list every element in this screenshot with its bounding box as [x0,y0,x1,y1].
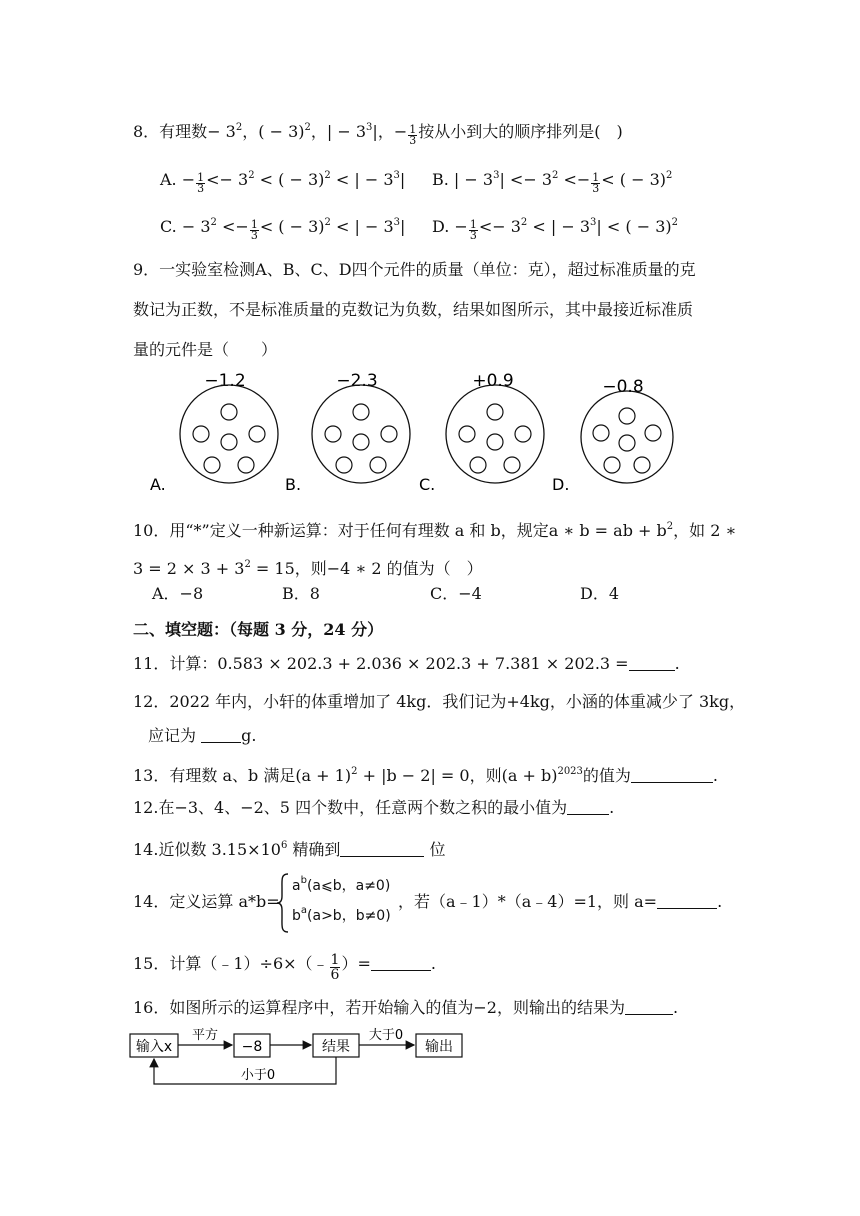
flow-box-output [416,1034,462,1057]
q12a-text: 应记为 [148,726,197,745]
q8-option-a[interactable]: A. − $\frac{1}{3}$ <− $3^2$ < ( − 3)$^2$ < | − $3^3|$ [160,170,406,195]
q11-text: 11．计算：0.583 × 202.3 + 2.036 × 202.3 + 7.381 × 202.3 = [133,654,629,673]
q10-sup: 2 [244,559,251,570]
flow-box-output-label: 输出 [425,1039,453,1055]
option-label: D. [432,217,450,236]
q10-line2 [133,555,483,579]
q8-n4-sign: − [393,122,408,141]
option-label: B. [432,170,449,189]
q11 [133,654,680,674]
q10-option-d[interactable]: D．4 [580,584,620,603]
q14a-end: 位 [429,840,446,859]
q15 [133,953,436,982]
q9-line1: 9．一实验室检测A、B、C、D四个元件的质量（单位：克），超过标准质量的克 [133,260,696,279]
q11-end: . [674,654,680,673]
hole [249,426,265,442]
hole [325,426,341,442]
case-cond: (a⩽b，a≠0) [306,878,391,894]
q10-line1 [133,517,736,541]
case-cond: (a>b，b≠0) [307,908,391,924]
hole [204,457,220,473]
q12b-text: 12.在−3、4、−2、5 四个数中，任意两个数之积的最小值为 [133,798,568,817]
q10-tail: ，如 2 ∗ [673,521,737,540]
q10-text: 3 = 2 × 3 + 3 [133,559,245,578]
flow-box-result [313,1034,359,1057]
q14a-sup: 6 [280,840,288,851]
frac-den: 3 [197,182,205,195]
q8-n1: − 3 [207,122,236,141]
hole [459,426,475,442]
answer-blank[interactable] [629,654,675,671]
hole [381,426,397,442]
q14b-prefix: 14．定义运算 a*b= [133,892,280,911]
q10-option-a[interactable]: A．−8 [152,584,204,603]
hole [487,434,503,450]
q12b-end: . [609,798,615,817]
fraction [330,953,341,982]
flow-box-input-label: 输入x [135,1039,173,1055]
hole [593,425,609,441]
hole [619,435,635,451]
hole [336,457,352,473]
component-a[interactable] [180,371,278,483]
q13-text: + |b − 2| = 0，则(a + b) [357,766,558,785]
q8-exp: 2 [235,122,243,133]
q13-end: . [712,766,719,785]
component-value: −2.3 [336,371,378,391]
hole [193,426,209,442]
fraction: $\frac{1}{3}$ [592,171,600,195]
component-b[interactable] [312,371,410,483]
q8-sep: ， [310,122,327,141]
q16-text: 16．如图所示的运算程序中，若开始输入的值为−2，则输出的结果为 [133,998,625,1017]
answer-blank[interactable] [625,998,673,1015]
q9-components-figure [0,368,860,498]
q16-stem [133,998,678,1018]
q8-exp: 2 [304,122,311,133]
hole [238,457,254,473]
case-exp: b [300,875,307,886]
hole [634,457,650,473]
q8-option-b[interactable]: B. | − $3^3| <- 3^2$ <− $\frac{1}{3}$ < ( − 3)$^2$ [432,170,673,195]
piecewise-case-1 [292,875,390,895]
q16-end: . [672,998,679,1017]
flow-box-result-label: 结果 [322,1039,350,1055]
answer-blank[interactable] [567,798,609,815]
hole [221,404,237,420]
q8-sep: ， [242,122,259,141]
q12a-end: g. [241,726,257,745]
piecewise-brace [276,872,290,934]
option-label: C. [160,217,177,236]
q8-exp: 3 [366,122,373,133]
q15-text: ）= [341,954,371,973]
q13-text: 13．有理数 a、b 满足(a + 1) [133,766,352,785]
component-c[interactable] [446,371,544,483]
component-value: +0.9 [472,371,514,391]
section-heading: 二、填空题：（每题 3 分，24 分） [133,620,384,639]
flow-edge-lt0: 小于0 [240,1068,276,1083]
case-base: b [292,908,301,924]
answer-blank[interactable] [371,954,431,971]
answer-blank[interactable] [631,766,713,783]
hole [353,434,369,450]
q16-flowchart [0,1022,860,1092]
q13 [133,762,718,786]
q14b-suffix [398,892,722,912]
component-label: D. [552,475,570,494]
q14b-text: ，若（a﹣1）*（a﹣4）=1，则 a= [398,892,658,911]
component-body [581,391,673,483]
hole [515,426,531,442]
frac-num: 1 [409,123,417,136]
option-label: A. [160,170,177,189]
q12a-line2 [148,726,256,746]
component-label: B. [285,475,302,494]
flow-edge-gt0: 大于0 [368,1028,404,1043]
q8-stem: 8．有理数− $3^2$，( − 3)$^2$，| − $3^3|$，− $\frac{1}{3}$ 按从小到大的顺序排列是( ) [133,122,623,147]
q10-option-c[interactable]: C．−4 [430,584,482,603]
q14b-end: . [717,892,723,911]
hole [470,457,486,473]
hole [604,457,620,473]
fraction [408,125,417,146]
component-value: −0.8 [602,377,644,397]
hole [370,457,386,473]
piecewise-case-2 [292,905,391,925]
flow-box-input [130,1034,178,1057]
frac-num: 1 [197,171,205,184]
q15-text: 15．计算（﹣1）÷6×（﹣ [133,954,329,973]
q10-text: = 15，则−4 ∗ 2 的值为（ ） [250,559,483,578]
component-label: A. [150,475,166,494]
hole [504,457,520,473]
hole [487,404,503,420]
flow-box-minus8 [234,1034,270,1057]
component-label: C. [419,475,436,494]
q8-prefix: 8．有理数 [133,122,208,141]
q8-option-c[interactable]: C. − $3^2$ <− $\frac{1}{3}$ < ( − 3)$^2$ < | − $3^3|$ [160,217,406,242]
fraction [196,173,205,194]
q10-text: 10．用“*”定义一种新运算：对于任何有理数 a 和 b，规定a ∗ b = ab + b [133,521,667,540]
q13-sup: 2023 [557,766,583,777]
frac-den: 6 [330,967,340,983]
case-exp: a [300,905,308,916]
fraction: $\frac{1}{3}$ [469,218,477,242]
component-d[interactable] [581,377,673,483]
hole [353,404,369,420]
fraction: $\frac{1}{3}$ [250,218,258,242]
answer-blank[interactable] [340,840,424,857]
q14a-text: 精确到 [287,840,341,859]
component-value: −1.2 [204,371,246,391]
q13-text: 的值为 [582,766,631,785]
flow-box-minus8-label: −8 [241,1039,263,1055]
q8-sep: ， [377,122,394,141]
q14a [133,836,446,860]
hole [619,408,635,424]
q14a-text: 14.近似数 3.15×10 [133,840,281,859]
q10-option-b[interactable]: B．8 [282,584,320,603]
q15-end: . [430,954,436,973]
q13-sup: 2 [351,766,358,777]
q12a-line1: 12．2022 年内，小轩的体重增加了 4kg．我们记为+4kg，小涵的体重减少了 3kg， [133,692,746,711]
q8-n2: ( − 3) [258,122,305,141]
frac-num: 1 [330,952,340,968]
q9-line2: 数记为正数，不是标准质量的克数记为负数，结果如图所示，其中最接近标准质 [133,300,694,319]
answer-blank[interactable] [657,892,717,909]
hole [645,425,661,441]
q12b [133,798,614,818]
q8-option-d[interactable]: D. − $\frac{1}{3}$ <− $3^2$ < | − $3^3|$ < ( − 3)$^2$ [432,217,678,242]
q8-suffix: 按从小到大的顺序排列是( ) [418,122,623,141]
flow-edge-square: 平方 [191,1028,219,1043]
q10-sup: 2 [666,521,674,532]
frac-den: 3 [409,134,417,147]
case-base: a [292,878,301,894]
answer-blank[interactable] [201,726,241,743]
q8-n3: | − 3 [326,122,367,141]
hole [221,434,237,450]
q9-line3: 量的元件是（ ） [133,340,278,359]
